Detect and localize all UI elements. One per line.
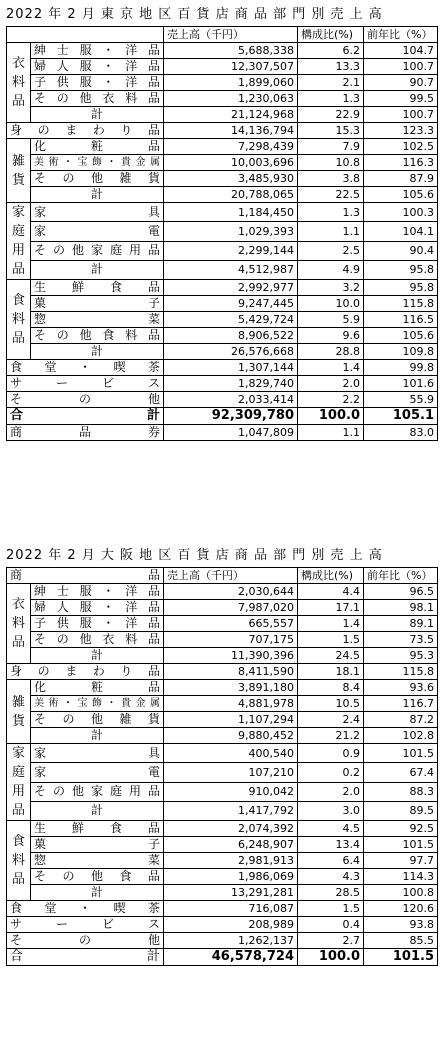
sales-value: 910,042 [164,782,298,801]
sales-value: 1,184,450 [164,203,298,222]
group-label-clothing: 衣料品 [7,43,31,123]
ratio-value: 6.2 [298,43,364,59]
yoy-value: 116.3 [364,155,438,171]
ratio-value: 18.1 [298,664,364,680]
table-row [7,584,438,600]
tokyo-title: 2022 年 2 月 東 京 地 区 百 貨 店 商 品 部 門 別 売 上 高 [6,7,383,22]
sales-value: 1,829,740 [164,376,298,392]
sales-value: 2,992,977 [164,280,298,296]
yoy-value: 83.0 [364,425,438,441]
table-row [7,869,438,885]
yoy-value: 101.5 [364,949,438,966]
row-label: 子供服・洋品 [31,75,164,91]
ratio-value: 0.9 [298,744,364,763]
table-row [7,280,438,296]
grand-total-row [7,408,438,425]
ratio-value: 2.5 [298,241,364,260]
row-label: 家具 [31,744,164,763]
row-label: 婦人服・洋品 [31,59,164,75]
osaka-title: 2022 年 2 月 大 阪 地 区 百 貨 店 商 品 部 門 別 売 上 高 [6,548,383,563]
row-label: その他衣料品 [31,632,164,648]
row-label: 家電 [31,763,164,782]
group-label-household: 家庭用品 [7,203,31,280]
subtotal-label: 計 [31,648,164,664]
sales-value: 400,540 [164,744,298,763]
header-sales: 売上高（千円） [164,568,298,584]
table-row [7,123,438,139]
row-label: その他 [7,933,164,949]
sales-value: 9,880,452 [164,728,298,744]
sales-value: 8,906,522 [164,328,298,344]
ratio-value: 4.5 [298,821,364,837]
row-label: 化粧品 [31,680,164,696]
header-corner [7,27,164,43]
ratio-value: 22.9 [298,107,364,123]
yoy-value: 114.3 [364,869,438,885]
yoy-value: 101.5 [364,837,438,853]
table-row [7,155,438,171]
yoy-value: 115.8 [364,296,438,312]
ratio-value: 1.5 [298,901,364,917]
header-ratio: 構成比(%) [298,568,364,584]
row-label: 菓子 [31,296,164,312]
sales-value: 665,557 [164,616,298,632]
ratio-value: 100.0 [298,949,364,966]
table-row [7,203,438,222]
table-row [7,312,438,328]
yoy-value: 87.9 [364,171,438,187]
sales-value: 6,248,907 [164,837,298,853]
yoy-value: 105.6 [364,328,438,344]
row-label: 食堂・喫茶 [7,360,164,376]
sales-value: 716,087 [164,901,298,917]
ratio-value: 3.0 [298,801,364,820]
row-label: 家電 [31,222,164,241]
sales-value: 7,987,020 [164,600,298,616]
ratio-value: 2.7 [298,933,364,949]
group-label-food: 食料品 [7,821,31,901]
sales-value: 12,307,507 [164,59,298,75]
table-row [7,933,438,949]
table-row [7,696,438,712]
ratio-value: 2.0 [298,782,364,801]
table-row [7,360,438,376]
ratio-value: 15.3 [298,123,364,139]
ratio-value: 2.2 [298,392,364,408]
yoy-value: 97.7 [364,853,438,869]
yoy-value: 101.5 [364,744,438,763]
table-header-row [7,27,438,43]
subtotal-label: 計 [31,728,164,744]
ratio-value: 5.9 [298,312,364,328]
yoy-value: 99.8 [364,360,438,376]
sales-value: 21,124,968 [164,107,298,123]
subtotal-row [7,260,438,279]
row-label: その他 [7,392,164,408]
row-label: その他食料品 [31,328,164,344]
sales-value: 7,298,439 [164,139,298,155]
row-label: その他家庭用品 [31,782,164,801]
yoy-value: 116.7 [364,696,438,712]
yoy-value: 93.6 [364,680,438,696]
sales-value: 46,578,724 [164,949,298,966]
row-label: 美術・宝飾・貴金属 [31,155,164,171]
ratio-value: 1.3 [298,91,364,107]
ratio-value: 0.4 [298,917,364,933]
ratio-value: 13.3 [298,59,364,75]
ratio-value: 13.4 [298,837,364,853]
ratio-value: 0.2 [298,763,364,782]
table-row [7,712,438,728]
sales-value: 1,029,393 [164,222,298,241]
sales-value: 1,986,069 [164,869,298,885]
table-row [7,901,438,917]
yoy-value: 90.4 [364,241,438,260]
ratio-value: 9.6 [298,328,364,344]
ratio-value: 3.2 [298,280,364,296]
table-row [7,616,438,632]
grand-total-label: 合計 [7,408,164,425]
sales-value: 2,299,144 [164,241,298,260]
row-label: 家具 [31,203,164,222]
ratio-value: 1.5 [298,632,364,648]
ratio-value: 28.8 [298,344,364,360]
subtotal-row [7,648,438,664]
tokyo-section [6,4,437,441]
ratio-value: 10.5 [298,696,364,712]
tokyo-sales-table [6,26,438,441]
yoy-value: 92.5 [364,821,438,837]
sales-value: 5,429,724 [164,312,298,328]
sales-value: 107,210 [164,763,298,782]
table-row [7,425,438,441]
sales-value: 11,390,396 [164,648,298,664]
group-label-household: 家庭用品 [7,744,31,821]
sales-value: 4,881,978 [164,696,298,712]
yoy-value: 87.2 [364,712,438,728]
ratio-value: 2.0 [298,376,364,392]
subtotal-label: 計 [31,885,164,901]
ratio-value: 1.4 [298,616,364,632]
header-corner: 商品 [7,568,164,584]
sales-value: 10,003,696 [164,155,298,171]
yoy-value: 89.1 [364,616,438,632]
yoy-value: 90.7 [364,75,438,91]
row-label: その他食品 [31,869,164,885]
sales-value: 8,411,590 [164,664,298,680]
yoy-value: 100.3 [364,203,438,222]
yoy-value: 96.5 [364,584,438,600]
header-yoy: 前年比（%） [364,27,438,43]
yoy-value: 95.8 [364,280,438,296]
yoy-value: 105.1 [364,408,438,425]
subtotal-label: 計 [31,187,164,203]
row-label: 婦人服・洋品 [31,600,164,616]
row-label: 身のまわり品 [7,664,164,680]
yoy-value: 85.5 [364,933,438,949]
row-label: 食堂・喫茶 [7,901,164,917]
ratio-value: 1.1 [298,222,364,241]
sales-value: 2,981,913 [164,853,298,869]
ratio-value: 1.1 [298,425,364,441]
table-row [7,241,438,260]
row-label: 美術・宝飾・貴金属 [31,696,164,712]
sales-value: 1,262,137 [164,933,298,949]
ratio-value: 28.5 [298,885,364,901]
yoy-value: 120.6 [364,901,438,917]
sales-value: 1,899,060 [164,75,298,91]
subtotal-label: 計 [31,260,164,279]
yoy-value: 88.3 [364,782,438,801]
header-yoy: 前年比（%） [364,568,438,584]
row-label: 身のまわり品 [7,123,164,139]
table-row [7,782,438,801]
row-label: その他雑貨 [31,712,164,728]
ratio-value: 4.3 [298,869,364,885]
subtotal-row [7,885,438,901]
header-ratio: 構成比(%) [298,27,364,43]
ratio-value: 1.4 [298,360,364,376]
sales-value: 208,989 [164,917,298,933]
yoy-value: 104.1 [364,222,438,241]
yoy-value: 104.7 [364,43,438,59]
table-row [7,171,438,187]
row-label: 生鮮食品 [31,280,164,296]
table-row [7,632,438,648]
row-label: 子供服・洋品 [31,616,164,632]
ratio-value: 1.3 [298,203,364,222]
yoy-value: 93.8 [364,917,438,933]
row-label: 菓子 [31,837,164,853]
grand-total-label: 合計 [7,949,164,966]
subtotal-row [7,344,438,360]
subtotal-row [7,107,438,123]
row-label: サービス [7,917,164,933]
table-row [7,853,438,869]
yoy-value: 100.8 [364,885,438,901]
yoy-value: 89.5 [364,801,438,820]
sales-value: 2,030,644 [164,584,298,600]
ratio-value: 7.9 [298,139,364,155]
yoy-value: 98.1 [364,600,438,616]
row-label: 惣菜 [31,312,164,328]
sales-value: 1,417,792 [164,801,298,820]
table-row [7,664,438,680]
sales-value: 1,107,294 [164,712,298,728]
ratio-value: 100.0 [298,408,364,425]
table-row [7,296,438,312]
yoy-value: 55.9 [364,392,438,408]
table-row [7,392,438,408]
ratio-value: 17.1 [298,600,364,616]
group-label-misc: 雑貨 [7,139,31,203]
ratio-value: 24.5 [298,648,364,664]
yoy-value: 116.5 [364,312,438,328]
table-row [7,763,438,782]
sales-value: 1,307,144 [164,360,298,376]
sales-value: 13,291,281 [164,885,298,901]
sales-value: 2,033,414 [164,392,298,408]
ratio-value: 10.8 [298,155,364,171]
yoy-value: 102.5 [364,139,438,155]
subtotal-label: 計 [31,801,164,820]
ratio-value: 6.4 [298,853,364,869]
ratio-value: 22.5 [298,187,364,203]
sales-value: 1,230,063 [164,91,298,107]
sales-value: 1,047,809 [164,425,298,441]
yoy-value: 95.8 [364,260,438,279]
row-label: 商品券 [7,425,164,441]
ratio-value: 2.1 [298,75,364,91]
group-label-misc: 雑貨 [7,680,31,744]
row-label: 惣菜 [31,853,164,869]
grand-total-row [7,949,438,966]
sales-value: 707,175 [164,632,298,648]
group-label-clothing: 衣料品 [7,584,31,664]
yoy-value: 101.6 [364,376,438,392]
table-row [7,744,438,763]
yoy-value: 109.8 [364,344,438,360]
yoy-value: 99.5 [364,91,438,107]
ratio-value: 4.4 [298,584,364,600]
group-label-food: 食料品 [7,280,31,360]
subtotal-label: 計 [31,344,164,360]
row-label: サービス [7,376,164,392]
sales-value: 4,512,987 [164,260,298,279]
row-label: その他家庭用品 [31,241,164,260]
yoy-value: 102.8 [364,728,438,744]
sales-value: 26,576,668 [164,344,298,360]
table-row [7,75,438,91]
table-row [7,43,438,59]
row-label: 紳士服・洋品 [31,43,164,59]
ratio-value: 10.0 [298,296,364,312]
table-row [7,917,438,933]
header-sales: 売上高（千円） [164,27,298,43]
subtotal-row [7,728,438,744]
yoy-value: 105.6 [364,187,438,203]
subtotal-row [7,187,438,203]
sales-value: 3,485,930 [164,171,298,187]
row-label: 生鮮食品 [31,821,164,837]
table-row [7,680,438,696]
sales-value: 92,309,780 [164,408,298,425]
row-label: その他雑貨 [31,171,164,187]
subtotal-row [7,801,438,820]
sales-value: 9,247,445 [164,296,298,312]
sales-value: 5,688,338 [164,43,298,59]
ratio-value: 2.4 [298,712,364,728]
yoy-value: 73.5 [364,632,438,648]
sales-value: 2,074,392 [164,821,298,837]
table-row [7,328,438,344]
table-row [7,376,438,392]
ratio-value: 3.8 [298,171,364,187]
yoy-value: 100.7 [364,107,438,123]
table-row [7,837,438,853]
sales-value: 20,788,065 [164,187,298,203]
yoy-value: 123.3 [364,123,438,139]
osaka-section [6,545,437,966]
subtotal-label: 計 [31,107,164,123]
ratio-value: 4.9 [298,260,364,279]
table-header-row [7,568,438,584]
ratio-value: 8.4 [298,680,364,696]
sales-value: 3,891,180 [164,680,298,696]
table-row [7,222,438,241]
yoy-value: 115.8 [364,664,438,680]
row-label: 化粧品 [31,139,164,155]
table-row [7,91,438,107]
row-label: 紳士服・洋品 [31,584,164,600]
yoy-value: 95.3 [364,648,438,664]
table-row [7,139,438,155]
yoy-value: 100.7 [364,59,438,75]
yoy-value: 67.4 [364,763,438,782]
sales-value: 14,136,794 [164,123,298,139]
table-row [7,59,438,75]
row-label: その他衣料品 [31,91,164,107]
osaka-sales-table [6,567,438,966]
ratio-value: 21.2 [298,728,364,744]
table-row [7,600,438,616]
table-row [7,821,438,837]
